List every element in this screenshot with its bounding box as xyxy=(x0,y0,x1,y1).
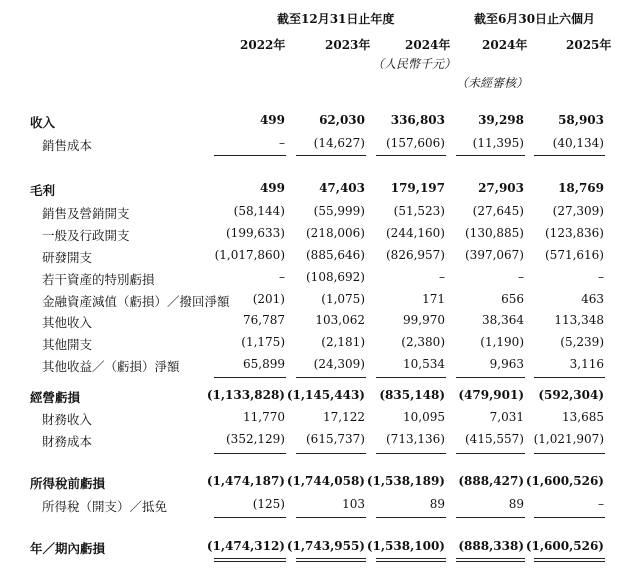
row-value: (1,145,443) xyxy=(286,388,365,402)
row-value: (108,692) xyxy=(306,270,365,284)
row-label: 銷售及營銷開支 xyxy=(42,206,130,221)
row-value: – xyxy=(279,136,285,150)
row-value: (615,737) xyxy=(306,432,365,446)
header-year-2023: 2023年 xyxy=(325,38,371,52)
row-label: 其他收益／（虧損）淨額 xyxy=(42,359,180,374)
subtotal-rule xyxy=(214,453,286,454)
row-value: (123,836) xyxy=(545,226,604,240)
row-value: – xyxy=(598,497,604,511)
subtotal-rule xyxy=(376,377,446,378)
row-value: (571,616) xyxy=(545,248,604,262)
row-label: 金融資產減值（虧損）／撥回淨額 xyxy=(42,294,230,309)
row-value: (218,006) xyxy=(306,226,365,240)
row-value: (885,646) xyxy=(306,248,365,262)
row-value: 99,970 xyxy=(403,313,445,327)
row-value: 65,899 xyxy=(243,357,285,371)
row-label: 研發開支 xyxy=(42,250,93,265)
subtotal-rule xyxy=(456,517,525,518)
row-value: 62,030 xyxy=(319,113,365,127)
row-label: 經營虧損 xyxy=(30,390,81,405)
header-year-2024: 2024年 xyxy=(405,38,451,52)
row-label: 財務成本 xyxy=(42,434,93,449)
subtotal-rule xyxy=(376,155,446,156)
row-value: (1,600,526) xyxy=(525,539,604,553)
row-value: (125) xyxy=(252,497,285,511)
row-value: (592,304) xyxy=(538,388,604,402)
total-double-rule xyxy=(296,558,366,562)
row-value: (1,474,187) xyxy=(206,474,285,488)
row-value: (5,239) xyxy=(560,335,604,349)
total-double-rule xyxy=(534,558,605,562)
row-value: 89 xyxy=(429,497,445,511)
row-value: (24,309) xyxy=(313,357,365,371)
unaudited-note: （未經審核） xyxy=(456,76,529,90)
unit-note: （人民幣千元） xyxy=(372,57,457,71)
row-value: (1,021,907) xyxy=(533,432,604,446)
subtotal-rule xyxy=(534,517,605,518)
row-value: (14,627) xyxy=(313,136,365,150)
row-value: (352,129) xyxy=(226,432,285,446)
row-value: (826,957) xyxy=(386,248,445,262)
total-double-rule xyxy=(376,558,446,562)
row-value: (1,017,860) xyxy=(214,248,285,262)
row-value: 3,116 xyxy=(569,357,604,371)
row-value: (415,557) xyxy=(465,432,524,446)
subtotal-rule xyxy=(296,453,366,454)
subtotal-rule xyxy=(296,377,366,378)
row-value: (201) xyxy=(252,292,285,306)
row-value: 103 xyxy=(342,497,365,511)
row-value: (40,134) xyxy=(552,136,604,150)
row-value: 47,403 xyxy=(319,181,365,195)
row-label: 一般及行政開支 xyxy=(42,228,130,243)
row-value: – xyxy=(439,270,445,284)
row-value: 89 xyxy=(508,497,524,511)
row-value: – xyxy=(598,270,604,284)
header-year-2022: 2022年 xyxy=(240,38,286,52)
header-halfyear-2024: 2024年 xyxy=(482,38,528,52)
row-value: (1,474,312) xyxy=(206,539,285,553)
row-value: (713,136) xyxy=(386,432,445,446)
row-value: 13,685 xyxy=(562,410,604,424)
row-value: (1,538,189) xyxy=(366,474,445,488)
row-value: (27,309) xyxy=(552,204,604,218)
row-value: 58,903 xyxy=(558,113,604,127)
row-value: 179,197 xyxy=(390,181,445,195)
row-value: (157,606) xyxy=(386,136,445,150)
row-value: 10,095 xyxy=(403,410,445,424)
row-value: (199,633) xyxy=(226,226,285,240)
header-halfyear-2025: 2025年 xyxy=(566,38,612,52)
subtotal-rule xyxy=(456,155,525,156)
subtotal-rule xyxy=(456,453,525,454)
row-label: 收入 xyxy=(30,115,56,130)
row-value: 38,364 xyxy=(482,313,524,327)
row-value: (397,067) xyxy=(465,248,524,262)
row-value: 18,769 xyxy=(558,181,604,195)
row-value: (11,395) xyxy=(472,136,524,150)
row-value: (1,744,058) xyxy=(286,474,365,488)
row-label: 所得稅（開支）／抵免 xyxy=(42,499,168,514)
subtotal-rule xyxy=(214,377,286,378)
header-group-year-ended: 截至12月31日止年度 xyxy=(277,12,395,26)
row-value: (1,190) xyxy=(480,335,524,349)
row-value: 7,031 xyxy=(489,410,524,424)
row-value: (27,645) xyxy=(472,204,524,218)
row-value: (2,181) xyxy=(321,335,365,349)
row-value: – xyxy=(518,270,524,284)
row-value: (888,427) xyxy=(458,474,524,488)
row-value: (1,743,955) xyxy=(286,539,365,553)
subtotal-rule xyxy=(534,377,605,378)
row-value: 103,062 xyxy=(315,313,365,327)
subtotal-rule xyxy=(214,517,286,518)
row-label: 其他收入 xyxy=(42,315,93,330)
subtotal-rule xyxy=(534,453,605,454)
total-double-rule xyxy=(456,558,525,562)
row-value: (51,523) xyxy=(393,204,445,218)
subtotal-rule xyxy=(214,155,286,156)
subtotal-rule xyxy=(296,155,366,156)
row-value: 336,803 xyxy=(390,113,445,127)
row-value: 27,903 xyxy=(478,181,524,195)
subtotal-rule xyxy=(376,453,446,454)
row-label: 銷售成本 xyxy=(42,138,93,153)
row-value: 17,122 xyxy=(323,410,365,424)
row-value: 113,348 xyxy=(554,313,604,327)
row-label: 若干資產的特別虧損 xyxy=(42,272,155,287)
row-value: (1,075) xyxy=(321,292,365,306)
row-value: (55,999) xyxy=(313,204,365,218)
row-value: 656 xyxy=(501,292,524,306)
row-value: 171 xyxy=(422,292,445,306)
row-value: 11,770 xyxy=(243,410,285,424)
row-label: 財務收入 xyxy=(42,412,93,427)
subtotal-rule xyxy=(456,377,525,378)
row-value: 499 xyxy=(259,113,285,127)
row-value: (1,175) xyxy=(241,335,285,349)
row-value: (1,538,100) xyxy=(366,539,445,553)
row-value: (58,144) xyxy=(233,204,285,218)
row-value: 39,298 xyxy=(478,113,524,127)
row-value: 10,534 xyxy=(403,357,445,371)
row-value: 499 xyxy=(259,181,285,195)
subtotal-rule xyxy=(376,517,446,518)
subtotal-rule xyxy=(534,155,605,156)
subtotal-rule xyxy=(296,517,366,518)
row-value: (888,338) xyxy=(458,539,524,553)
row-label: 所得稅前虧損 xyxy=(30,476,106,491)
row-label: 毛利 xyxy=(30,183,56,198)
row-label: 其他開支 xyxy=(42,337,93,352)
row-value: 463 xyxy=(581,292,604,306)
row-value: 9,963 xyxy=(489,357,524,371)
row-value: – xyxy=(279,270,285,284)
row-value: (1,600,526) xyxy=(525,474,604,488)
row-label: 年／期內虧損 xyxy=(30,541,106,556)
row-value: (835,148) xyxy=(379,388,445,402)
row-value: (130,885) xyxy=(465,226,524,240)
row-value: (1,133,828) xyxy=(206,388,285,402)
row-value: (479,901) xyxy=(458,388,524,402)
row-value: 76,787 xyxy=(243,313,285,327)
row-value: (2,380) xyxy=(401,335,445,349)
row-value: (244,160) xyxy=(386,226,445,240)
total-double-rule xyxy=(214,558,286,562)
header-group-six-months: 截至6月30日止六個月 xyxy=(474,12,596,26)
